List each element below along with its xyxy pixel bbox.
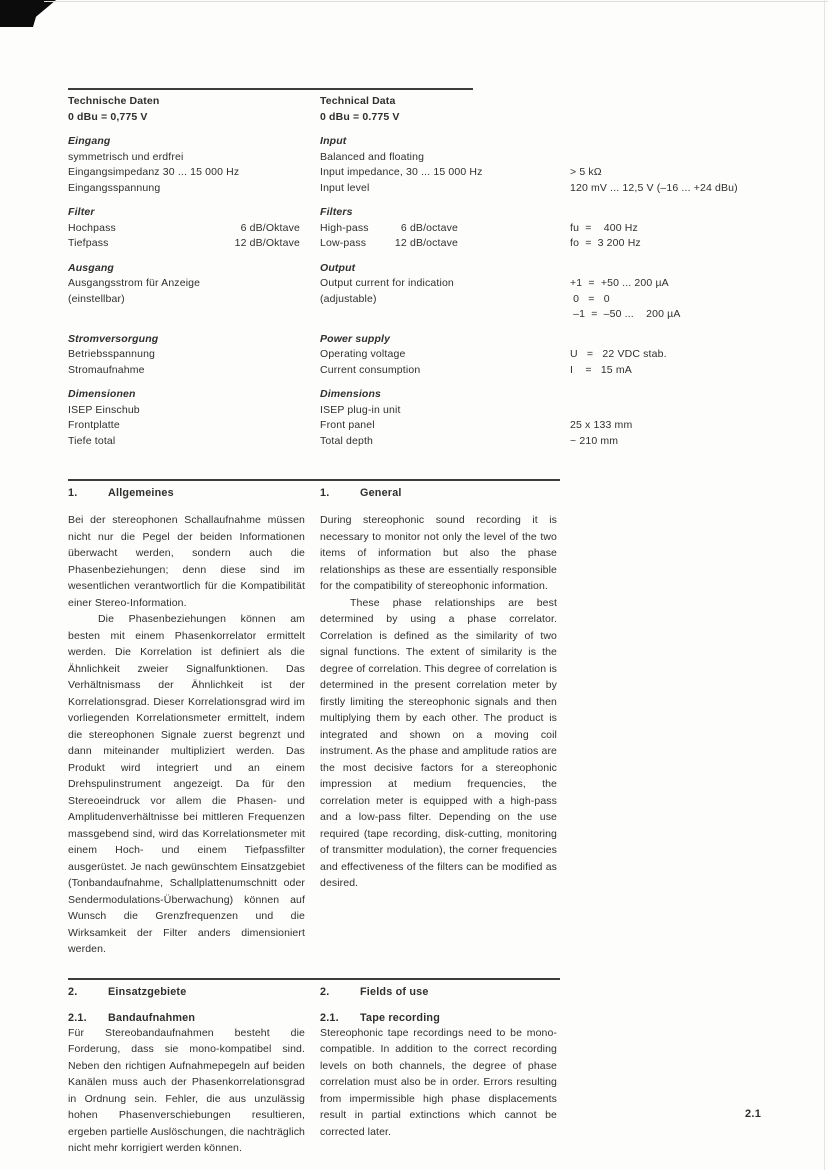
subsection-title: Bandaufnahmen: [108, 1011, 196, 1024]
spec-label-en: Front panel: [320, 419, 375, 431]
spec-label-de: Eingangsimpedanz 30 ... 15 000 Hz: [68, 166, 240, 178]
spec-value: ~ 210 mm: [570, 434, 619, 447]
spec-value: 120 mV ... 12,5 V (–16 ... +24 dBu): [570, 181, 738, 194]
section-1-headings: [68, 487, 557, 499]
section-number: 1.: [320, 487, 330, 499]
section-title: General: [360, 487, 402, 499]
section-number: 2.: [320, 985, 330, 998]
spec-title-de: Technische Daten: [68, 95, 160, 107]
spec-row: [68, 403, 780, 419]
scan-top-edge: [44, 1, 828, 2]
group-head-de: Eingang: [68, 135, 111, 147]
spec-group-filters: [68, 205, 780, 252]
spec-label-en: Low-pass: [320, 237, 367, 249]
section-1-en-column: [320, 512, 557, 958]
spec-label-en: ISEP plug-in unit: [320, 403, 401, 416]
subsection-number: 2.1.: [68, 1011, 87, 1024]
section-number: 1.: [68, 487, 78, 499]
spec-group-dimensions: [68, 387, 780, 449]
page-content: [68, 88, 780, 1157]
spec-top-rule: [68, 88, 473, 90]
spec-label-de: ISEP Einschub: [68, 403, 140, 416]
spec-label-de: (einstellbar): [68, 292, 125, 305]
spec-row: [68, 434, 780, 450]
spec-row: [68, 181, 780, 197]
section-number: 2.: [68, 985, 78, 998]
spec-label-de: symmetrisch und erdfrei: [68, 150, 184, 163]
section-heading-de: [68, 487, 305, 499]
subsection-title: Tape recording: [360, 1011, 440, 1024]
spec-label-de: Ausgangsstrom für Anzeige: [68, 277, 201, 289]
spec-value: > 5 kΩ: [570, 166, 602, 178]
spec-inline-value-de: 12 dB/Oktave: [234, 237, 300, 249]
section-2-1-body: [68, 1025, 557, 1157]
spec-row: [68, 236, 780, 252]
spec-label-en: (adjustable): [320, 292, 377, 305]
spec-value: fo = 3 200 Hz: [570, 237, 641, 249]
section-title: Allgemeines: [108, 487, 174, 499]
spec-group-power: [68, 332, 780, 379]
spec-subtitle-en: 0 dBu = 0.775 V: [320, 110, 400, 123]
group-head-en: Filters: [320, 206, 353, 218]
paragraph: Stereophonic tape recordings need to be mono-compatible. In addition to the correct recording levels on both channels, the degree of phase correlation must also be in order. Errors resulting from impermissible high phase displacements result in partial extinctions which cannot be corrected later.: [320, 1026, 557, 1138]
spec-row: [68, 418, 780, 434]
subsection-number: 2.1.: [320, 1011, 339, 1024]
section-1-body: [68, 512, 557, 958]
section-title: Fields of use: [360, 985, 429, 998]
spec-table: [68, 94, 780, 449]
section-heading-en: [320, 986, 557, 998]
spec-label-de: Frontplatte: [68, 419, 120, 431]
spec-title-row: [68, 94, 780, 110]
subsection-heading-en: [320, 1012, 557, 1024]
group-head-de: Stromversorgung: [68, 332, 159, 345]
group-head-en: Output: [320, 261, 356, 274]
spec-label-en: High-pass: [320, 221, 369, 234]
spec-value: +1 = +50 ... 200 µA: [570, 277, 669, 289]
group-head-en: Input: [320, 135, 347, 147]
section-heading-en: [320, 487, 557, 499]
section-2-rule: [68, 978, 560, 980]
group-head-en: Power supply: [320, 332, 391, 345]
spec-label-de: Tiefe total: [68, 434, 116, 447]
section-title: Einsatzgebiete: [108, 985, 187, 998]
spec-row: [68, 276, 780, 292]
scan-right-edge: [824, 0, 825, 1170]
spec-title-en: Technical Data: [320, 95, 396, 107]
scan-corner-mark: [0, 0, 56, 27]
spec-label-de: Betriebsspannung: [68, 348, 156, 360]
spec-row: [68, 150, 780, 166]
paragraph: Für Stereobandaufnahmen besteht die Forderung, dass sie mono-kompatibel sind. Neben den richtigen Aufnahmepegeln auf beiden Kanälen muss auch der Phasenkorrelationsgrad in Ordnung sein. Fehler, die aus unzulässig hohen Phasenverschiebungen resultieren, ergeben partielle Auslöschungen, die nachträglich nicht mehr korrigiert werden können.: [68, 1026, 305, 1154]
spec-subtitle-row: [68, 110, 780, 126]
section-heading-de: [68, 986, 305, 998]
spec-label-en: Balanced and floating: [320, 150, 425, 163]
spec-inline-value-en: 12 dB/octave: [394, 237, 458, 249]
spec-label-de: Tiefpass: [68, 237, 109, 249]
group-head-de: Ausgang: [68, 261, 114, 274]
section-2-headings: [68, 986, 557, 998]
paragraph: During stereophonic sound recording it is necessary to monitor not only the level of the two items of information but also the phase relationships as these are essentially responsible for the compatibility of stereophonic information.: [320, 514, 557, 592]
spec-label-de: Hochpass: [68, 221, 116, 234]
spec-group-output: [68, 261, 780, 323]
section-2-1-headings: [68, 998, 557, 1025]
spec-row: [68, 363, 780, 379]
spec-value: U = 22 VDC stab.: [570, 348, 667, 360]
spec-group-input: [68, 134, 780, 196]
spec-row: [68, 347, 780, 363]
spec-value: 0 = 0: [570, 292, 610, 305]
spec-row: [68, 221, 780, 237]
spec-label-de: Eingangsspannung: [68, 181, 161, 194]
spec-value: –1 = –50 ... 200 µA: [570, 308, 681, 320]
paragraph: Die Phasenbeziehungen können am besten mit einem Phasenkorrelator ermittelt werden. Die Korrelation ist definiert als die Ähnlichkeit zweier Signalfunktionen. Das Verhältnismass der Ähnlichkeit ist der Korrelationsgrad. Dieser Korrelationsgrad wird im vorliegenden Korrelationsmeter ermittelt, indem die stereophonen Signale zuerst begrenzt und dann miteinander multipliziert werden. Das Produkt wird integriert und an einem Drehspulinstrument angezeigt. Da für den Stereoeindruck vor allem die Phasen- und Amplitudenverhältnisse bei mittleren Frequenzen massgebend sind, wird das Korrelationsmeter mit einem Hoch- und einem Tiefpassfilter ausgerüstet. Je nach gewünschtem Einsatzgebiet (Tonbandaufnahme, Schallplattenumschnitt oder Sendermodulations-Überwachung) können auf Wunsch die Grenzfrequenzen und die Wirksamkeit der Filter anders dimensioniert werden.: [68, 613, 305, 955]
group-head-en: Dimensions: [320, 388, 382, 400]
spec-inline-value-en: 6 dB/octave: [400, 221, 458, 234]
group-head-de: Filter: [68, 206, 95, 218]
group-head-de: Dimensionen: [68, 388, 136, 400]
section-1-rule: [68, 479, 560, 481]
spec-subtitle-de: 0 dBu = 0,775 V: [68, 110, 148, 123]
spec-row: [68, 307, 780, 323]
spec-row: [68, 165, 780, 181]
spec-label-en: Operating voltage: [320, 348, 406, 360]
spec-label-en: Current consumption: [320, 363, 421, 376]
spec-inline-value-de: 6 dB/Oktave: [240, 221, 300, 234]
spec-label-en: Input level: [320, 181, 370, 194]
spec-value: I = 15 mA: [570, 363, 632, 376]
spec-label-de: Stromaufnahme: [68, 363, 145, 376]
spec-value: 25 x 133 mm: [570, 419, 633, 431]
spec-label-en: Input impedance, 30 ... 15 000 Hz: [320, 166, 483, 178]
spec-row: [68, 292, 780, 308]
section-1-de-column: [68, 512, 305, 958]
paragraph: Bei der stereophonen Schallaufnahme müssen nicht nur die Pegel der beiden Informationen überwacht werden, sondern auch die Phasenbeziehungen; denn diese sind im wesentlichen verantwortlich für die Kompatibilität einer Stereo-Information.: [68, 514, 305, 609]
page-number: 2.1: [745, 1108, 762, 1120]
spec-value: fu = 400 Hz: [570, 221, 638, 234]
spec-label-en: Output current for indication: [320, 277, 454, 289]
spec-label-en: Total depth: [320, 434, 374, 447]
subsection-heading-de: [68, 1012, 305, 1024]
paragraph: These phase relationships are best determined by using a phase correlator. Correlation is defined as the similarity of two signal functions. The extent of similarity is the degree of correlation. This degree of correlation is determined in the present correlation meter by firstly limiting the stereophonic signals and then multiplying them by each other. The product is integrated and shown on a moving coil instrument. As the phase and amplitude ratios are the most decisive factors for a stereophonic impression at medium frequencies, the correlation meter is equipped with a high-pass and a low-pass filter. Depending on the use required (tape recording, disk-cutting, monitoring of transmitter modulation), the corner frequencies and effectiveness of the filters can be modified as desired.: [320, 596, 557, 889]
